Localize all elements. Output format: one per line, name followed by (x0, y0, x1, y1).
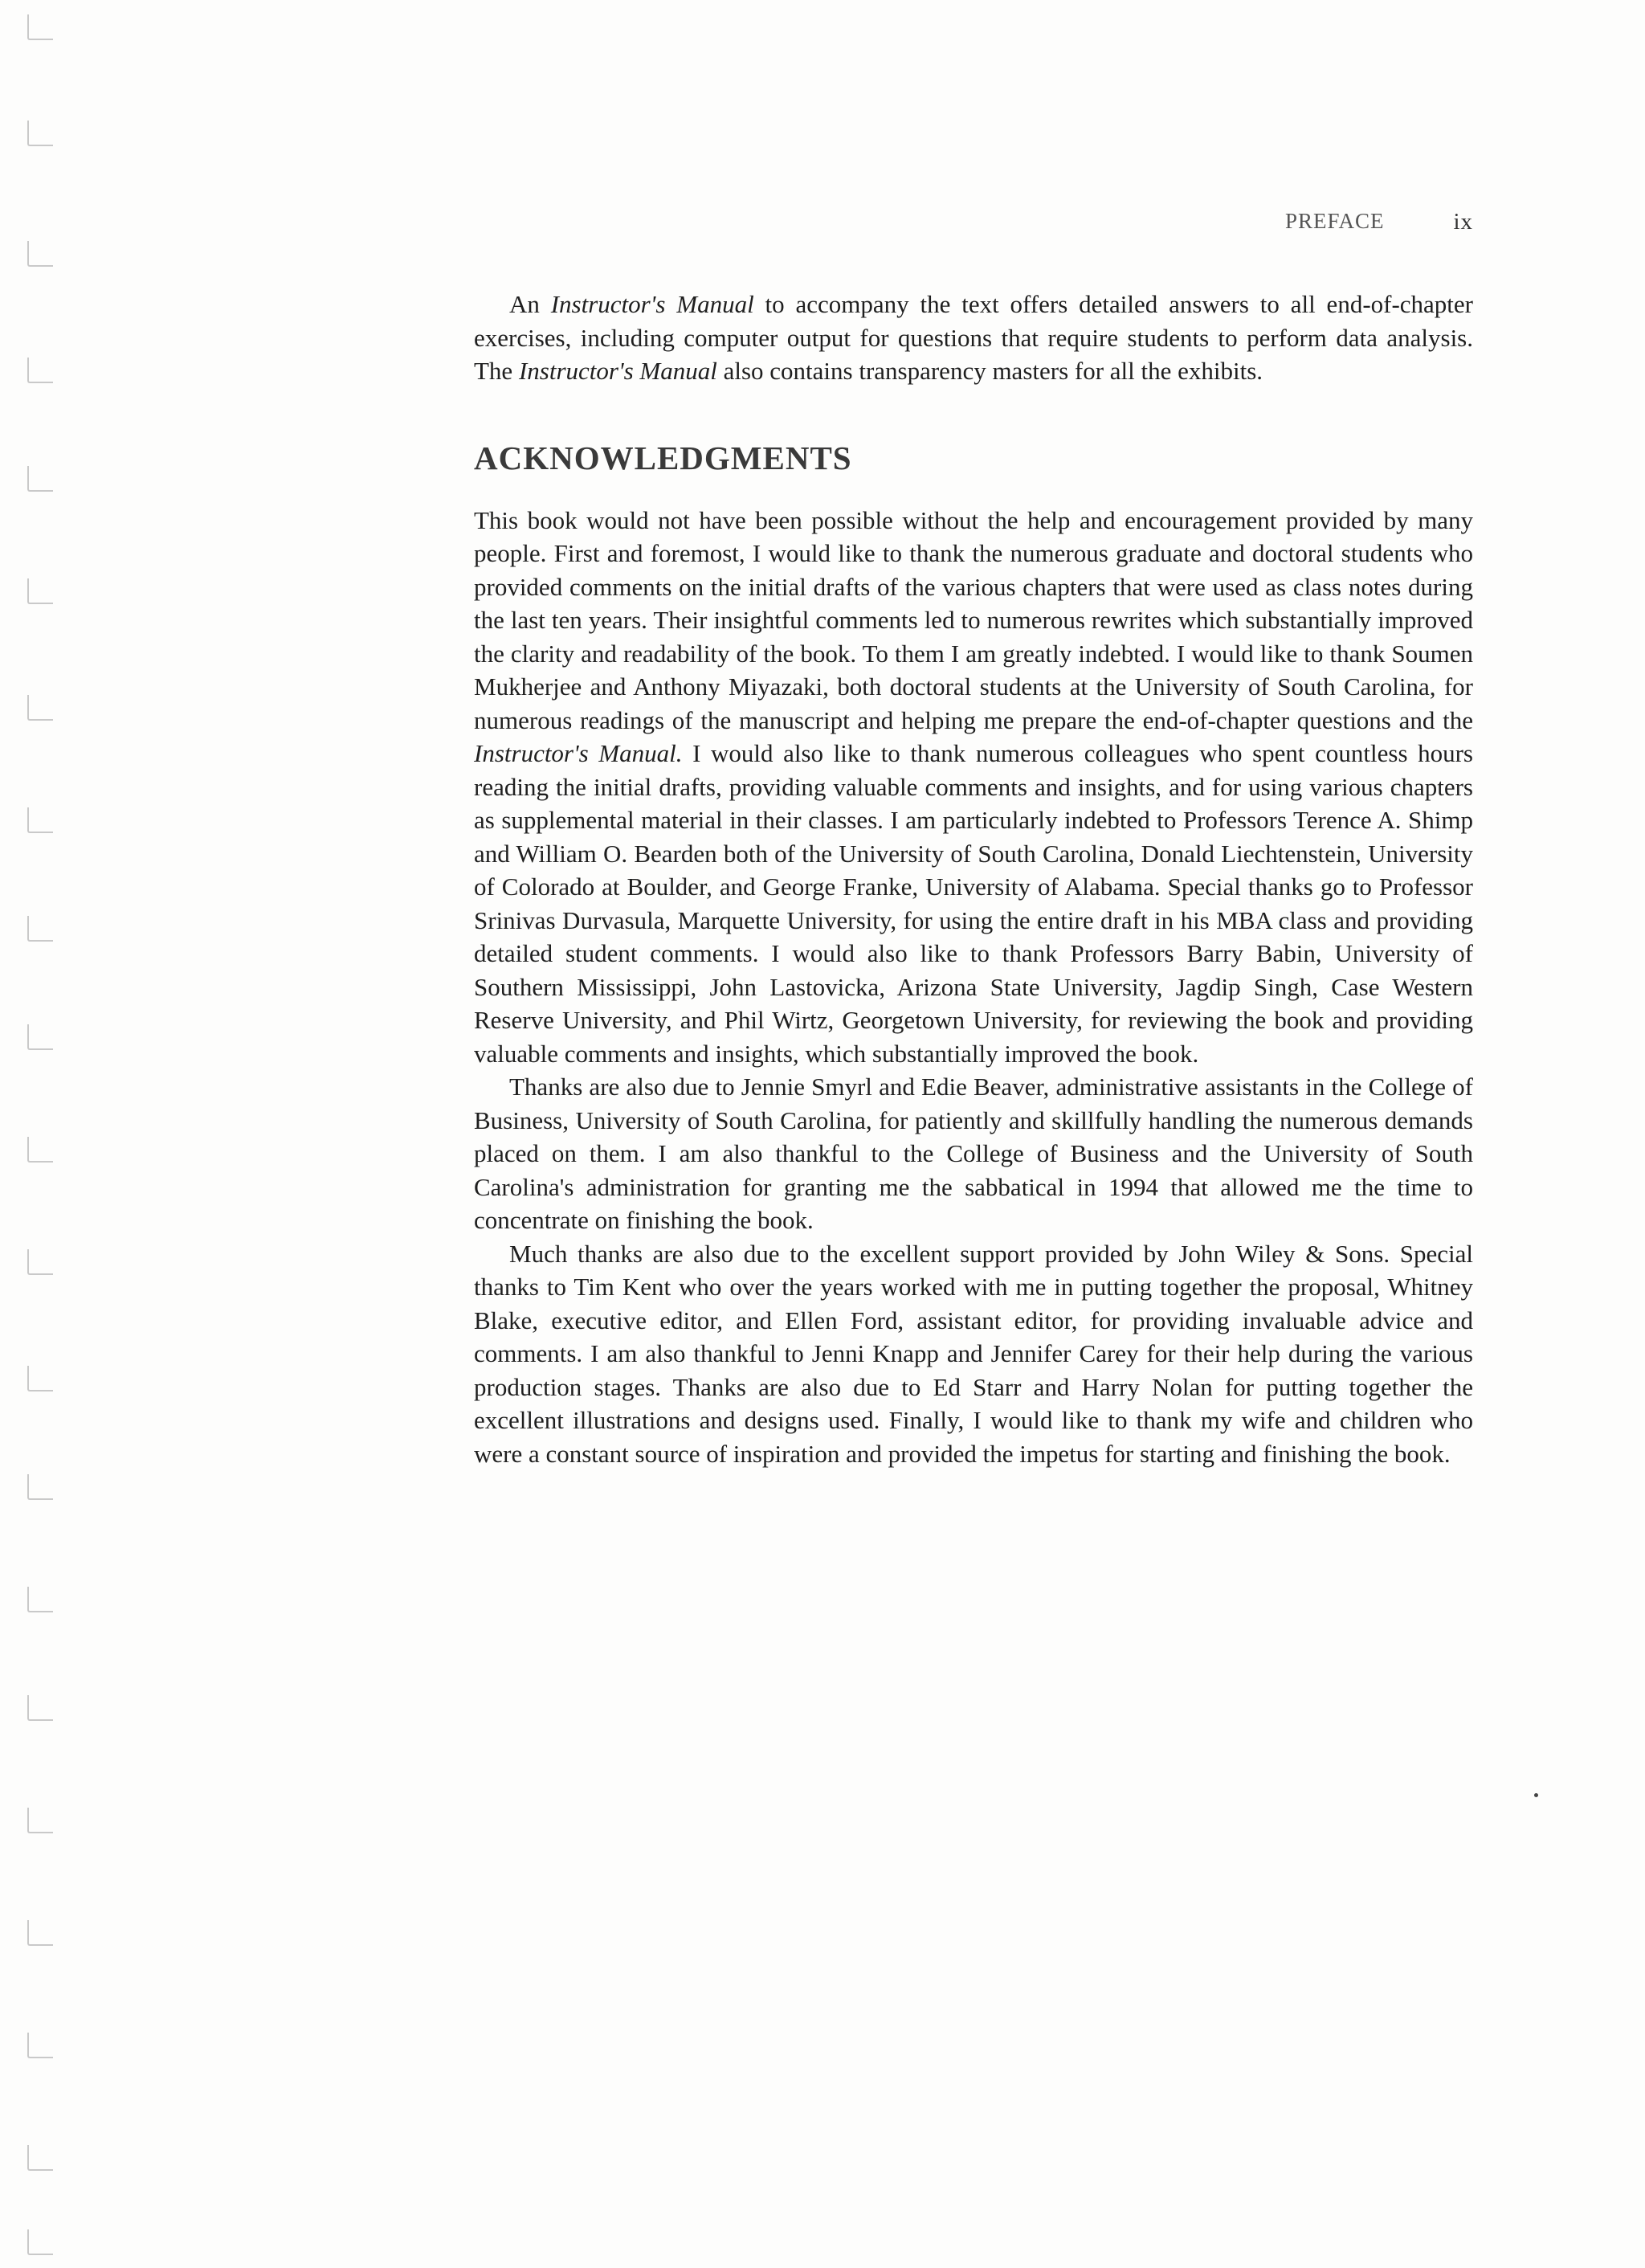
paragraph-text: I would also like to thank numerous colleagues who spent countless hours reading the initial drafts, providing valuable comments and insights, and for using various chapters as supplemental material in their classes. I am particularly indebted to Professors Terence A. Shimp and William O. Bearden both of the University of South Carolina, Donald Liechtenstein, University of Colorado at Boulder, and George Franke, University of Alabama. Special thanks go to Professor Srinivas Durvasula, Marquette University, for using the entire draft in his MBA class and providing detailed student comments. I would also like to thank Professors Barry Babin, University of Southern Mississippi, John Lastovicka, Arizona State University, Jagdip Singh, Case Western Reserve University, and Phil Wirtz, Georgetown University, for reviewing the book and providing valuable comments and insights, which substantially improved the book. (474, 739, 1473, 1068)
running-head-section: PREFACE (1285, 209, 1385, 233)
page-number: ix (1453, 209, 1473, 235)
intro-paragraph (474, 288, 1473, 388)
binding-mark (27, 1920, 53, 1946)
section-heading: ACKNOWLEDGMENTS (474, 439, 852, 476)
intro-text: to accompany the text offers detailed answers to all end-of-chapter exercises, including computer output for questions that require students to perform data analysis. The (474, 290, 1473, 385)
running-head (1285, 209, 1473, 235)
binding-mark (27, 1808, 53, 1833)
binding-mark (27, 1249, 53, 1275)
binding-mark (27, 578, 53, 604)
binding-mark (27, 358, 53, 383)
binding-mark (27, 2033, 53, 2058)
binding-mark (27, 1587, 53, 1612)
manual-title: Instructor's Manual. (474, 739, 683, 767)
manual-title: Instructor's Manual (550, 290, 754, 318)
intro-text: An (509, 290, 551, 318)
page-body (474, 288, 1473, 1470)
binding-mark (27, 241, 53, 267)
binding-mark (27, 1137, 53, 1163)
binding-edge (24, 0, 56, 2268)
binding-mark (27, 466, 53, 492)
scan-speck (1534, 1793, 1538, 1797)
binding-mark (27, 1366, 53, 1391)
binding-mark (27, 1024, 53, 1050)
binding-mark (27, 14, 53, 40)
binding-mark (27, 1695, 53, 1721)
acknowledgments-paragraph: Thanks are also due to Jennie Smyrl and Edie Beaver, administrative assistants in the College of Business, University of South Carolina, for patiently and skillfully handling the numerous demands placed on them. I am also thankful to the College of Business and the University of South Carolina's administration for granting me the sabbatical in 1994 that allowed me the time to concentrate on finishing the book. (474, 1073, 1473, 1234)
binding-mark (27, 2145, 53, 2171)
binding-mark (27, 807, 53, 833)
binding-mark (27, 695, 53, 721)
binding-mark (27, 916, 53, 942)
binding-mark (27, 121, 53, 146)
manual-title: Instructor's Manual (518, 357, 717, 385)
intro-text: also contains transparency masters for all the exhibits. (716, 357, 1263, 385)
paragraph-text: This book would not have been possible without the help and encouragement provided by many people. First and foremost, I would like to thank the numerous graduate and doctoral students who provided comments on the initial drafts of the various chapters that were used as class notes during the last ten years. Their insightful comments led to numerous rewrites which substantially improved the clarity and readability of the book. To them I am greatly indebted. I would like to thank Soumen Mukherjee and Anthony Miyazaki, both doctoral students at the University of South Carolina, for numerous readings of the manuscript and helping me prepare the end-of-chapter questions and the (474, 505, 1473, 734)
acknowledgments-paragraph: Much thanks are also due to the excellent support provided by John Wiley & Sons. Special thanks to Tim Kent who over the years worked with me in putting together the proposal, Whitney Blake, executive editor, and Ellen Ford, assistant editor, for providing invaluable advice and comments. I am also thankful to Jenni Knapp and Jennifer Carey for their help during the various production stages. Thanks are also due to Ed Starr and Harry Nolan for putting together the excellent illustrations and designs used. Finally, I would like to thank my wife and children who were a constant source of inspiration and provided the impetus for starting and finishing the book. (474, 1239, 1473, 1468)
binding-mark (27, 1474, 53, 1500)
acknowledgments-paragraph (474, 504, 1473, 1071)
binding-mark (27, 2229, 53, 2255)
